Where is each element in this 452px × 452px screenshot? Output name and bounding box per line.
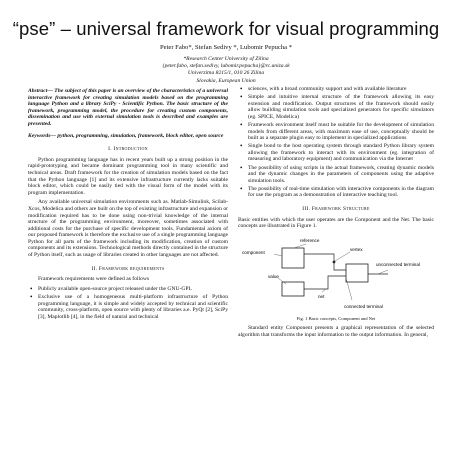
affiliation-line: Univerzitna 8215/1, 010 26 Zilina	[187, 70, 265, 77]
list-item: • The possibility of real-time simulation with interactive components in the diagram for use the program as a demonstration of interactive teaching tool.	[248, 186, 434, 199]
list-item-continued	[248, 86, 434, 93]
requirements-list-continued	[238, 86, 434, 199]
affiliation-block	[0, 56, 452, 85]
left-column	[28, 88, 228, 322]
pointer-line	[294, 244, 306, 248]
structure-paragraph: Standard entity Component presents a graphical representation of the selected algorithm that transforms the input information to the output information. In general,	[238, 325, 434, 338]
abstract-text: The subject of this paper is an overview of the characteristics of a universal interactive framework for creating simulation models based on the programming language Python and a library SciPy - Scientific Python. The basic structure of the framework, programming model, the procedure for creating custom components, dissemination and use with external simulation tools is described and examples are presented.	[28, 88, 228, 127]
label-unconnected-terminal: unconnected terminal	[376, 261, 420, 267]
requirements-list	[28, 286, 228, 320]
figure-caption: Fig. 1 Basic concepts, Component and Net	[296, 315, 376, 321]
label-reference: reference	[300, 237, 320, 243]
pointer-line	[335, 252, 350, 261]
affiliation-line: *Research Center University of Zilina	[183, 56, 269, 62]
list-item: • Single bond to the host operating system through standard Python library system allowing the framework to interact with its environment (eg. integration of measuring and laboratory equipment) and communication via the Internet	[248, 143, 434, 163]
list-item: • Framework environment itself must be suitable for the development of simulation models from different areas, with maximum ease of use, conceptually should be built as a separate plugin easy to implement in specialized applications	[248, 122, 434, 142]
list-item: • Simple and intuitive internal structure of the framework allowing its easy extension and modification. Output structures of the framework should easily allow building simulation tools and specialized generators for specific simulators (eg. SPICE, Modelica)	[248, 94, 434, 120]
section-heading-requirements: II. Framework requirements	[91, 265, 165, 272]
component-box	[282, 248, 304, 268]
net-line	[304, 254, 346, 270]
right-column	[238, 86, 434, 342]
continued-text: sciences, with a broad community support and with available literature	[248, 86, 407, 92]
concept-diagram	[238, 234, 434, 314]
keywords-text: python, programming, simulation, framework, block editor, open source	[55, 132, 224, 139]
section-heading-introduction: I. Introduction	[108, 146, 148, 153]
abstract-label: Abstract—	[28, 88, 53, 94]
component-box	[346, 264, 368, 282]
label-value: value	[268, 273, 279, 279]
vertex-dot	[333, 260, 336, 263]
intro-paragraph: Python programming language has in recent years built up a strong position in the rapid-prototyping and became dominant programming tool in many scientific and technical areas. Draft framework for the creation of simulation models based on the fact that the Python language [1] and its extensive infrastructure currently lacks suitable block editor, which could be easily tied with the visual form of the model with its program implementation.	[28, 156, 228, 196]
label-component: component	[242, 249, 265, 255]
paper-title: “pse” – universal framework for visual programming	[12, 18, 440, 39]
net-line	[304, 276, 346, 289]
affiliation-line: {peter.fabo, stefan.sedivy, lubomir.pepucha}@rc.uniza.sk	[162, 63, 290, 70]
list-item: • Exclusive use of a homogeneous multi-platform infrastructure of Python programming language, it is simple and widely accepted by technical and scientific community, cross-platform, open source with plenty of libraries a.e. PyQt [2], SciPy [3], Maplotlib [4], in the field of natural and technical	[38, 294, 228, 320]
label-connected-terminal: connected terminal	[344, 303, 383, 309]
section-heading-structure: III. Framework Structure	[302, 206, 370, 212]
intro-paragraph: Any available universal simulation environments such as. Matlab-Simulink, Scilab-Xcos, Modelica and others are built on the top of existing infrastructure and expansion or modification required has to be done using non-trivial knowledge of the internal structure of the programming environment, moreover, sometimes associated with additional costs for the purchase of specific development tools. Fundamental axiom of our proposed framework is therefore the exclusive use of a single programming language Python for all parts of the framework including its modification, creation of custom components and its extensions. Technological methods directly contained in the structure of Python itself, such as usage of libraries created in other languages are not affected.	[28, 199, 228, 259]
author-list: Peter Fabo*, Stefan Sedivy *, Lubomir Pepucha *	[159, 44, 293, 51]
keywords	[28, 133, 228, 140]
pointer-line	[378, 270, 388, 274]
pointer-line	[274, 254, 282, 256]
requirements-lead: Framework requirements were defined as follows	[38, 276, 150, 283]
abstract	[28, 88, 228, 128]
component-box	[282, 282, 304, 296]
structure-paragraph: Basic entities with which the user operates are the Component and the Net. The basic concepts are illustrated in Figure 1.	[238, 216, 434, 230]
pointer-line	[346, 278, 352, 300]
affiliation-line: Slovakia, European Union	[196, 77, 256, 84]
list-item: • Publicly available open-source project released under the GNU-GPL	[38, 286, 228, 293]
figure-basic-concepts	[238, 234, 434, 314]
pointer-line	[322, 289, 326, 292]
keywords-label: Keywords—	[28, 132, 56, 139]
label-vertex: vertex	[350, 246, 363, 252]
label-net: net	[318, 293, 325, 299]
list-item: • The possibility of using scripts in the actual framework, creating dynamic models and the dynamic changes in the parameters of components using the adaptive simulation tools.	[248, 165, 434, 185]
